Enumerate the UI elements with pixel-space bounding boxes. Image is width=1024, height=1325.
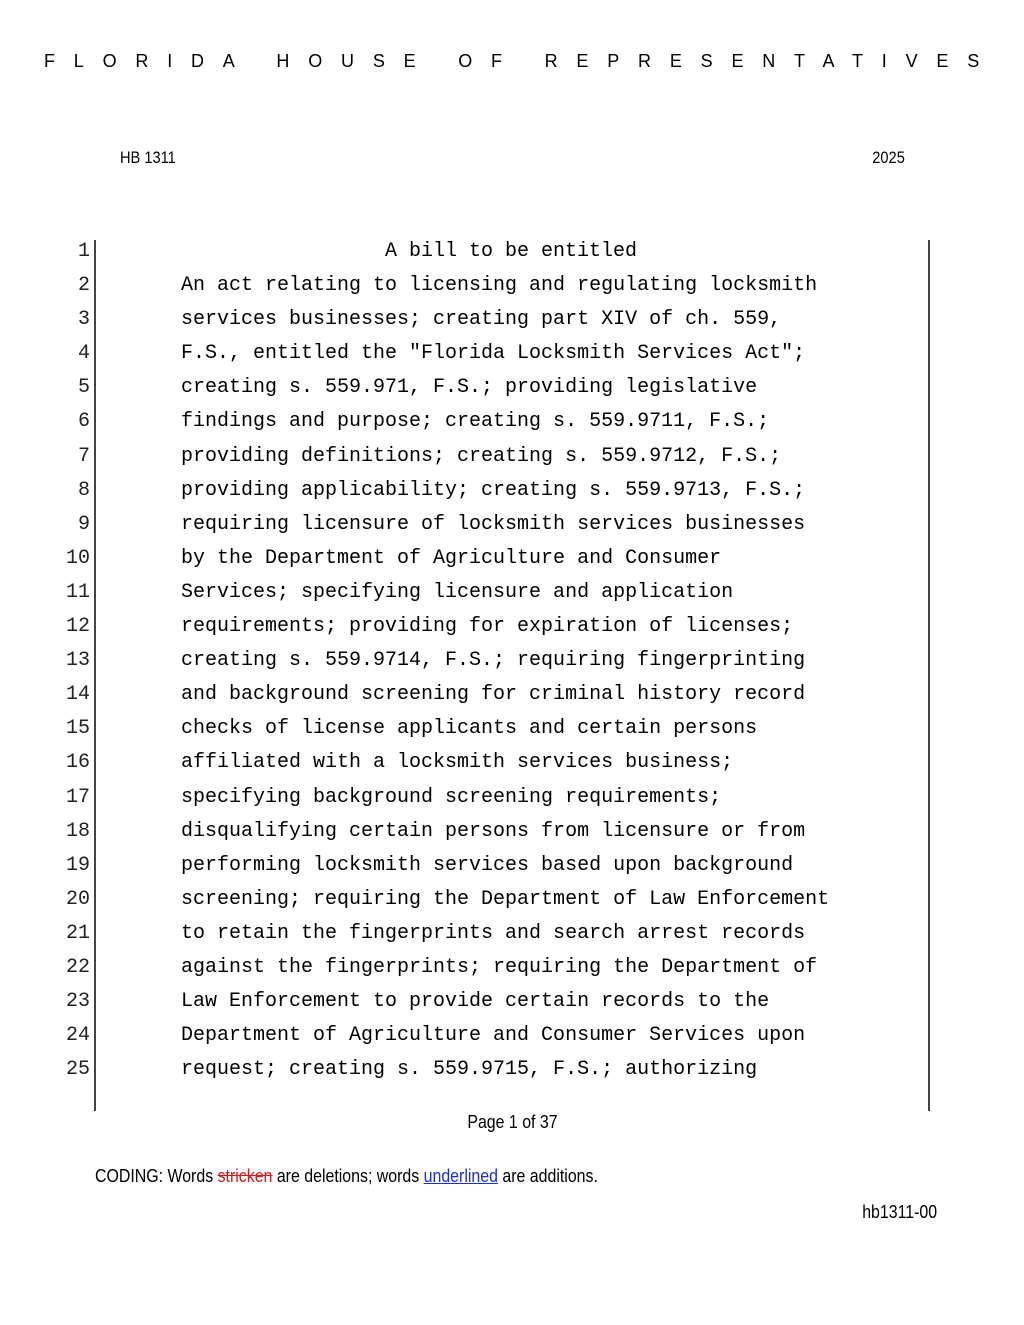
bill-title: A bill to be entitled (385, 240, 638, 263)
line-number: 19 (65, 853, 90, 877)
line-number: 11 (65, 580, 90, 604)
line-number: 9 (77, 512, 90, 536)
line-text: to retain the fingerprints and search arrest records (181, 921, 806, 945)
line-text: against the fingerprints; requiring the Department of (181, 955, 818, 979)
bill-line (0, 817, 1024, 851)
bill-line (0, 680, 1024, 714)
line-number: 20 (65, 887, 90, 911)
line-number: 24 (65, 1024, 90, 1048)
line-number: 15 (65, 717, 90, 741)
bill-line (0, 305, 1024, 339)
coding-legend (95, 1165, 598, 1187)
bill-line (0, 271, 1024, 305)
line-text: performing locksmith services based upon background (181, 853, 794, 877)
coding-prefix: CODING: Words (95, 1165, 214, 1186)
line-number: 5 (77, 376, 90, 400)
line-text: Law Enforcement to provide certain records to the (181, 990, 770, 1014)
page-indicator (0, 1111, 1024, 1133)
line-number: 13 (65, 649, 90, 673)
chamber-header: FLORIDA HOUSE OF REPRESENTATIVES (44, 51, 998, 71)
line-number: 23 (65, 990, 90, 1014)
line-number: 12 (65, 615, 90, 639)
bill-number: HB 1311 (120, 148, 176, 167)
line-number: 8 (77, 478, 90, 502)
bill-line (0, 1055, 1024, 1089)
bill-line (0, 885, 1024, 919)
line-text: findings and purpose; creating s. 559.9711, F.S.; (181, 410, 770, 434)
line-number: 10 (65, 546, 90, 570)
page-number-text: Page 1 of 37 (466, 1111, 558, 1132)
bill-line (0, 851, 1024, 885)
bill-line (0, 510, 1024, 544)
line-text: screening; requiring the Department of Law Enforcement (181, 887, 830, 911)
bill-text-body (0, 237, 1024, 1089)
line-text: creating s. 559.971, F.S.; providing legislative (181, 376, 758, 400)
bill-line (0, 646, 1024, 680)
bill-line (0, 748, 1024, 782)
line-text: creating s. 559.9714, F.S.; requiring fingerprinting (181, 649, 806, 673)
line-number: 6 (77, 410, 90, 434)
line-number: 25 (65, 1058, 90, 1082)
line-number: 21 (65, 921, 90, 945)
line-text: affiliated with a locksmith services business; (181, 751, 734, 775)
line-text: checks of license applicants and certain persons (181, 717, 758, 741)
line-number: 17 (65, 785, 90, 809)
line-text: Department of Agriculture and Consumer Services upon (181, 1024, 806, 1048)
bill-year: 2025 (872, 148, 905, 167)
line-text: providing definitions; creating s. 559.9712, F.S.; (181, 444, 782, 468)
line-text: Services; specifying licensure and application (181, 580, 734, 604)
coding-middle: are deletions; words (276, 1165, 420, 1186)
coding-suffix: are additions. (502, 1165, 598, 1186)
line-text: requiring licensure of locksmith services businesses (181, 512, 806, 536)
bill-line (0, 1021, 1024, 1055)
bill-line (0, 442, 1024, 476)
line-number: 7 (77, 444, 90, 468)
line-text: by the Department of Agriculture and Consumer (181, 546, 722, 570)
coding-underlined-example: underlined (423, 1165, 498, 1186)
line-text: request; creating s. 559.9715, F.S.; authorizing (181, 1058, 758, 1082)
bill-line (0, 373, 1024, 407)
line-text: and background screening for criminal history record (181, 683, 806, 707)
line-text: specifying background screening requirements; (181, 785, 722, 809)
coding-stricken-example: stricken (217, 1165, 273, 1186)
bill-line (0, 919, 1024, 953)
line-text: services businesses; creating part XIV of ch. 559, (181, 308, 782, 332)
bill-line (0, 237, 1024, 271)
line-text: An act relating to licensing and regulating locksmith (181, 274, 818, 298)
bill-line (0, 783, 1024, 817)
bill-line (0, 476, 1024, 510)
bill-line (0, 987, 1024, 1021)
line-text: providing applicability; creating s. 559.9713, F.S.; (181, 478, 806, 502)
bill-line (0, 407, 1024, 441)
line-text: F.S., entitled the "Florida Locksmith Services Act"; (181, 342, 806, 366)
bill-line (0, 714, 1024, 748)
bill-line (0, 612, 1024, 646)
bill-line (0, 953, 1024, 987)
line-number: 16 (65, 751, 90, 775)
document-id: hb1311-00 (862, 1201, 937, 1222)
bill-line (0, 578, 1024, 612)
line-text: requirements; providing for expiration of licenses; (181, 615, 794, 639)
bill-line (0, 544, 1024, 578)
line-text: disqualifying certain persons from licensure or from (181, 819, 806, 843)
line-number: 4 (77, 342, 90, 366)
line-number: 14 (65, 683, 90, 707)
line-number: 3 (77, 308, 90, 332)
line-number: 22 (65, 955, 90, 979)
bill-line (0, 339, 1024, 373)
line-number: 1 (77, 240, 90, 263)
line-number: 2 (77, 274, 90, 298)
line-number: 18 (65, 819, 90, 843)
